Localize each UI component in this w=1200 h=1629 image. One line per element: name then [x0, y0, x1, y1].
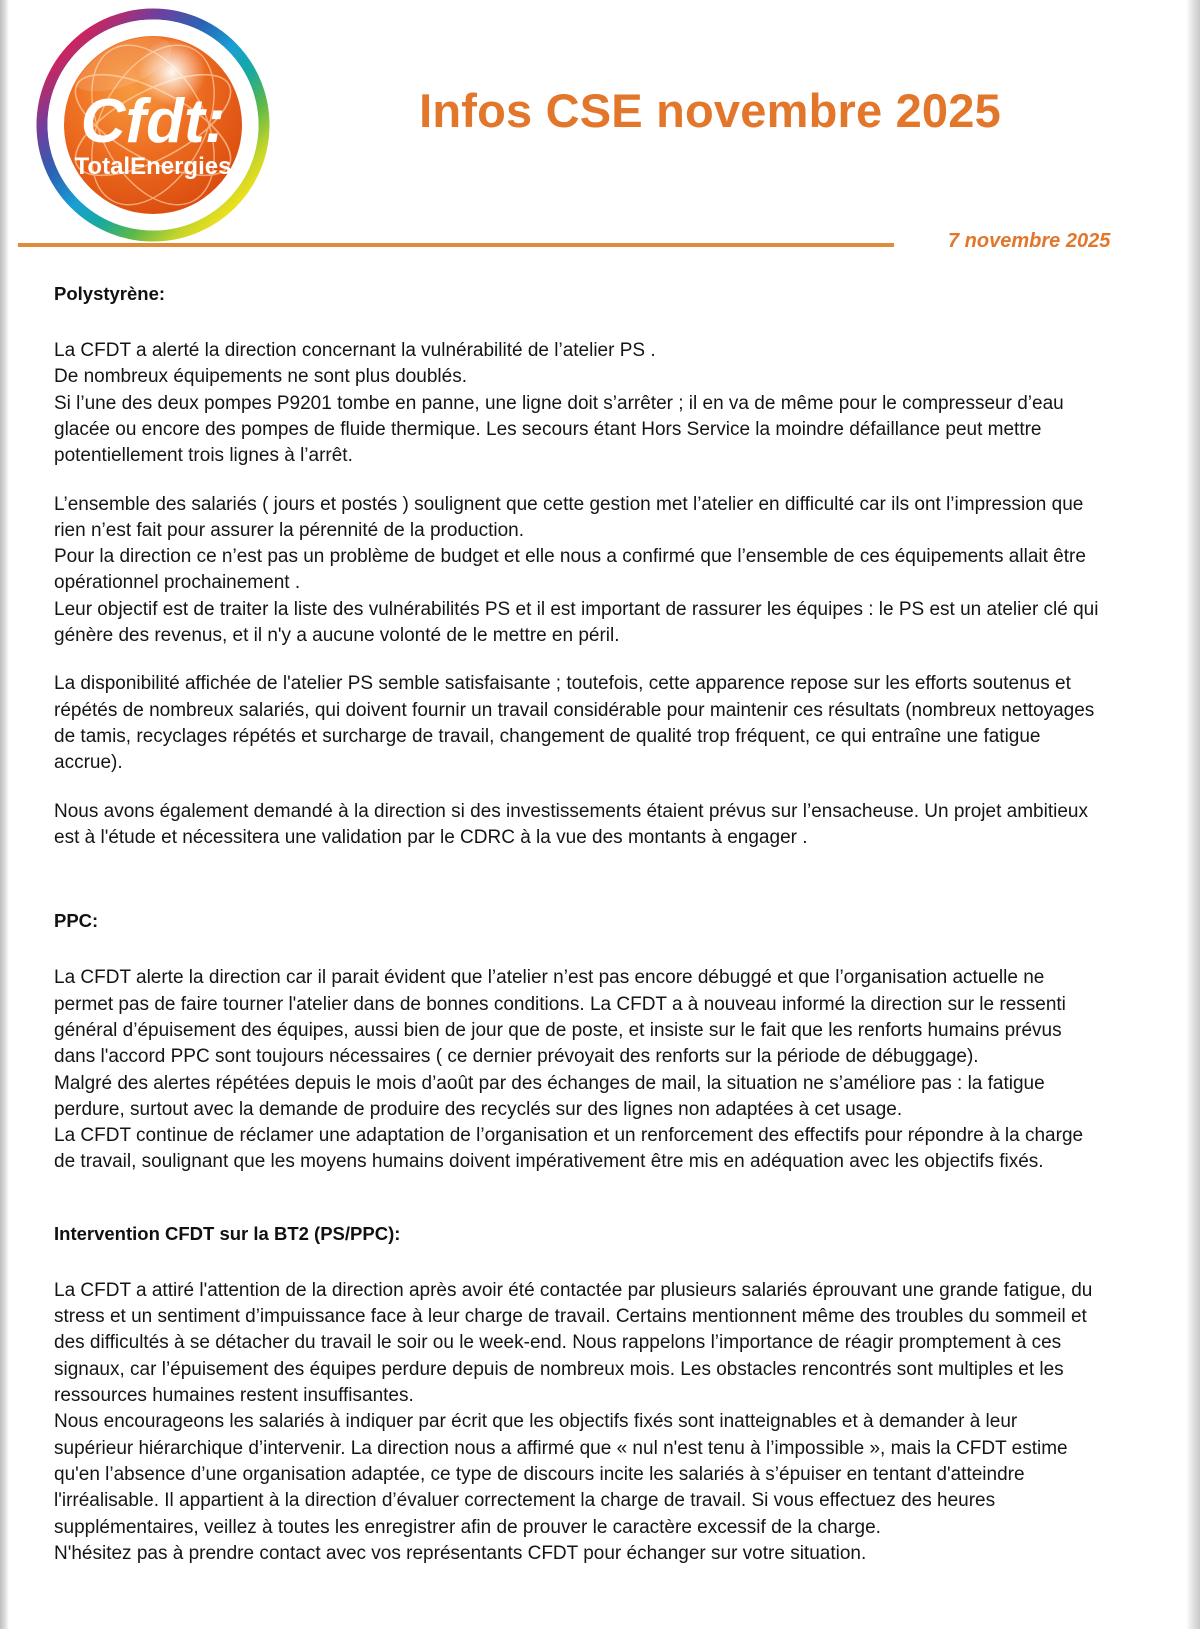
- section-heading: Intervention CFDT sur la BT2 (PS/PPC):: [54, 1222, 401, 1244]
- section-heading: PPC:: [54, 910, 99, 932]
- paragraph: La disponibilité affichée de l'atelier PS semble satisfaisante ; toutefois, cette apparence repose sur les efforts soutenus et répétés de nombreux salariés, qui doivent fournir un travail considérable pour maintenir ces résultats (nombreux nettoyages de tamis, recyclages répétés et surcharge de travail, changement de qualité trop fréquent, ce qui entraîne une fatigue accrue).: [54, 673, 1095, 774]
- document-header: [0, 0, 1200, 258]
- paragraph: La CFDT alerte la direction car il parait évident que l’atelier n’est pas encore débuggé et que l’organisation actuelle ne permet pas de faire tourner l'atelier dans de bonnes conditions. La CFDT a à nouveau informé la direction sur le ressenti général d’épuisement des équipes, aussi bien de jour que de poste, et insiste sur le fait que les renforts humains prévus dans l'accord PPC sont toujours nécessaires ( ce dernier prévoyait des renforts sur la période de débuggage). Malgré des alertes répétées depuis le mois d’août par des échanges de mail, la situation ne s’améliore pas : la fatigue perdure, surtout avec la demande de produire des recyclés sur des lignes non adaptées à cet usage. La CFDT continue de réclamer une adaptation de l’organisation et un renforcement des effectifs pour répondre à la charge de travail, soulignant que les moyens humains doivent impérativement être mis en adéquation avec les objectifs fixés.: [54, 967, 1084, 1173]
- svg-text:Cfdt:: Cfdt:: [80, 87, 226, 156]
- svg-text:TotalEnergies: TotalEnergies: [74, 153, 232, 180]
- paragraph: La CFDT a alerté la direction concernant la vulnérabilité de l’atelier PS . De nombreux équipements ne sont plus doublés. Si l’une des deux pompes P9201 tombe en panne, une ligne doit s’arrêter ; il en va de même pour le compresseur d’eau glacée ou encore des pompes de fluide thermique. Les secours étant Hors Service la moindre défaillance peut mettre potentiellement trois lignes à l’arrêt.: [54, 339, 1064, 467]
- document-body: [54, 282, 1100, 1567]
- cfdt-totalenergies-logo-icon: [22, 6, 284, 244]
- document-title: Infos CSE novembre 2025: [419, 84, 1001, 137]
- section-ppc: [54, 909, 1100, 1175]
- paragraph: Nous avons également demandé à la direction si des investissements étaient prévus sur l’ensacheuse. Un projet ambitieux est à l'étude et nécessitera une validation par le CDRC à la vue des montants à engager .: [54, 800, 1088, 848]
- document-date: 7 novembre 2025: [948, 230, 1111, 252]
- section-polystyrene: [54, 282, 1100, 851]
- paragraph: La CFDT a attiré l'attention de la direction après avoir été contactée par plusieurs salariés éprouvant une grande fatigue, du stress et un sentiment d’impuissance face à leur charge de travail. Certains mentionnent même des troubles du sommeil et des difficultés à se détacher du travail le soir ou le week-end. Nous rappelons l’importance de réagir promptement à ces signaux, car l’épuisement des équipes perdure depuis de nombreux mois. Les obstacles rencontrés sont multiples et les ressources humaines restent insuffisantes. Nous encourageons les salariés à indiquer par écrit que les objectifs fixés sont inatteignables et à demander à leur supérieur hiérarchique d’intervenir. La direction nous a affirmé que « nul n'est tenu à l’impossible », mais la CFDT estime qu'en l’absence d’une organisation adaptée, ce type de discours incite les salariés à s’épuiser en tentant d'atteindre l'irréalisable. Il appartient à la direction d’évaluer correctement la charge de travail. Si vous effectuez des heures supplémentaires, veillez à toutes les enregistrer afin de prouver le caractère excessif de la charge. N'hésitez pas à prendre contact avec vos représentants CFDT pour échanger sur votre situation.: [54, 1279, 1093, 1564]
- section-heading: Polystyrène:: [54, 283, 166, 304]
- section-intervention-bt2: [54, 1222, 1100, 1567]
- header-divider-rule: [18, 243, 894, 247]
- paragraph: L’ensemble des salariés ( jours et postés ) soulignent que cette gestion met l’atelier en difficulté car ils ont l’impression que rien n’est fait pour assurer la pérennité de la production. Pour la direction ce n’est pas un problème de budget et elle nous a confirmé que l’ensemble de ces équipements allait être opérationnel prochainement . Leur objectif est de traiter la liste des vulnérabilités PS et il est important de rassurer les équipes : le PS est un atelier clé qui génère des revenus, et il n'y a aucune volonté de le mettre en péril.: [54, 493, 1099, 647]
